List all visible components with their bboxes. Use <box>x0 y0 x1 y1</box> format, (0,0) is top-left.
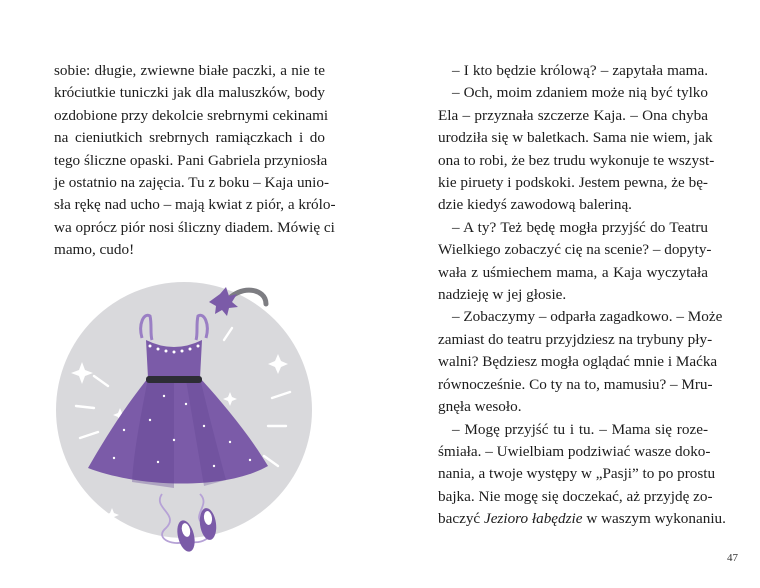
text-fragment: w waszym wykonaniu. <box>582 510 726 528</box>
text-line: – I kto będzie królową? – zapytała mama. <box>452 62 708 79</box>
page-number: 47 <box>727 552 738 564</box>
text-line: – A ty? Też będę mogła przyjść do Teatru <box>452 218 708 236</box>
text-line: sobie: długie, zwiewne białe paczki, a nie te <box>54 62 325 79</box>
text-line: wała z uśmiechem mama, a Kaja wyczytała <box>438 263 708 281</box>
text-line: – Och, moim zdaniem może nią być tylko <box>452 84 708 102</box>
right-page <box>380 0 760 588</box>
text-fragment: baczyć <box>438 510 484 528</box>
text-line: – Mogę przyjść tu i tu. – Mama się roze- <box>452 420 708 438</box>
text-line: sła rękę nad ucho – mają kwiat z piór, a królo- <box>54 196 336 214</box>
text-line: dzie kiedyś zawodową baleriną. <box>438 196 632 214</box>
text-line: gnęła wesoło. <box>438 398 522 416</box>
text-line: Wielkiego zobaczyć cię na scenie? – dopyty- <box>438 241 712 259</box>
text-line: króciutkie tuniczki jak dla maluszków, body <box>54 84 325 102</box>
text-line: śmiała. – Uwielbiam podziwiać wasze doko- <box>438 442 711 460</box>
text-line: ona to robi, że bez trudu wykonuje te wszyst- <box>438 151 715 169</box>
text-line: na cieniutkich srebrnych ramiączkach i do <box>54 129 325 147</box>
text-line: urodziła się w baletkach. Sama nie wiem, jak <box>438 129 713 147</box>
text-line: nania, a twoje występy w „Pasji” to po prostu <box>438 465 716 483</box>
text-line: wa oprócz piór nosi śliczny diadem. Mówię ci <box>54 218 335 236</box>
text-line: Ela – przyznała szczerze Kaja. – Ona chyba <box>438 106 708 124</box>
ballet-dress-illustration <box>54 280 314 570</box>
text-line-final <box>438 508 726 530</box>
text-line: mamo, cudo! <box>54 241 135 259</box>
book-title-italic: Jezioro łabędzie <box>483 510 583 528</box>
text-line: bajka. Nie mogę się doczekać, aż przyjdę zo- <box>438 487 713 505</box>
text-line: ozdobione przy dekolcie srebrnymi cekinami <box>54 106 329 124</box>
text-line: walni? Będziesz mogła oglądać mnie i Maćka <box>438 353 718 371</box>
left-page-text <box>54 60 336 262</box>
text-line: tego śliczne opaski. Pani Gabriela przyniosła <box>54 151 328 169</box>
text-line: je ostatnio na zajęcia. Tu z boku – Kaja unio- <box>54 174 329 192</box>
text-line: nadzieję w jej głosie. <box>438 286 567 304</box>
right-page-text <box>438 60 726 531</box>
text-line: kie piruety i podskoki. Jestem pewna, że bę- <box>438 174 708 192</box>
text-line: – Zobaczymy – odparła zagadkowo. – Może <box>452 308 723 326</box>
text-line: zamiast do teatru przyjdziesz na trybuny pły- <box>438 330 713 348</box>
text-line: równocześnie. Co ty na to, mamusiu? – Mru- <box>438 375 713 393</box>
